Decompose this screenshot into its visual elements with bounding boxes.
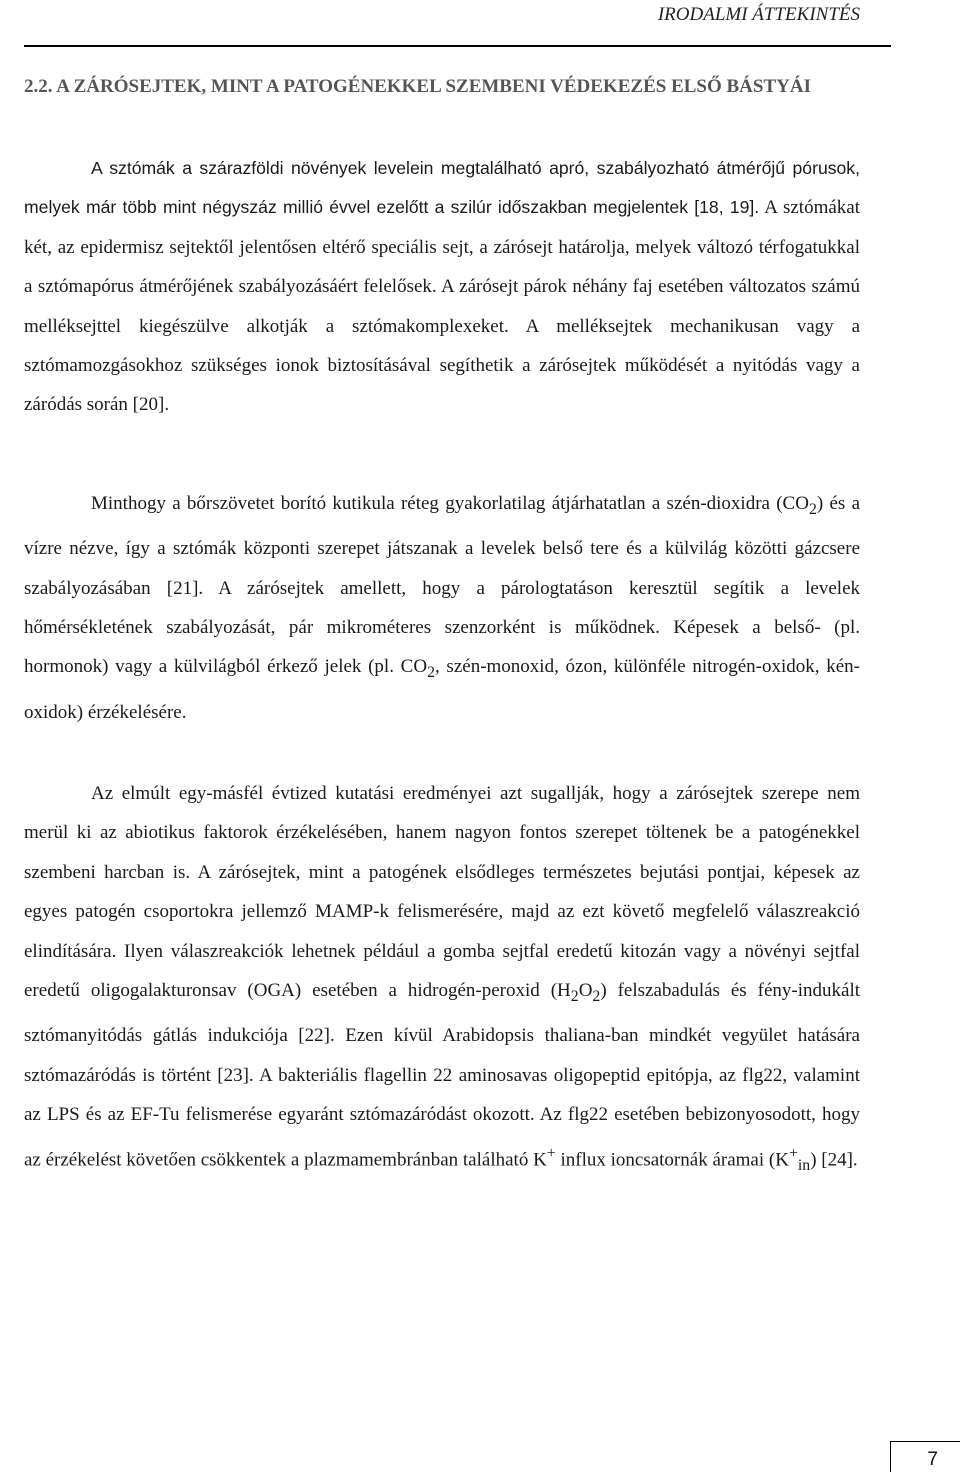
paragraph-1 bbox=[24, 149, 860, 425]
superscript: + bbox=[546, 1145, 556, 1163]
paragraph-3-text-a: Az elmúlt egy-másfél évtized kutatási eredményei azt sugallják, hogy a zárósejtek szerepe nem merül ki az abiotikus faktorok érzékelésében, hanem nagyon fontos szerepet töltenek be a patogénekkel szembeni harcban is. A zárósejtek, mint a patogének elsődleges természetes bejutási pontjai, képesek az egyes patogén csoportokra jellemző MAMP-k felismerésére, majd az ezt követő megfelelő válaszreakció elindítására. Ilyen válaszreakciók lehetnek például a gomba sejtfal eredetű kitozán vagy a növényi sejtfal eredetű oligogalakturonsav (OGA) esetében a hidrogén-peroxid (H bbox=[24, 783, 860, 1002]
page-number: 7 bbox=[927, 1449, 938, 1470]
subscript: 2 bbox=[570, 987, 579, 1005]
paragraph-2-text-b: ) és a vízre nézve, így a sztómák központi szerepet játszanak a levelek belső tere és a külvilág közötti gázcsere szabályozásában [21]. A zárósejtek amellett, hogy a párologtatáson keresztül segítik a levelek hőmérsékletének szabályozását, pár mikrométeres szenzorként is működnek. Képesek a belső- (pl. hormonok) vagy a külvilágból érkező jelek (pl. CO bbox=[24, 493, 860, 678]
subscript: 2 bbox=[592, 987, 601, 1005]
subscript: 2 bbox=[808, 500, 817, 518]
paragraph-3-text-d: influx ioncsatornák áramai (K bbox=[555, 1149, 789, 1171]
paragraph-2 bbox=[24, 484, 860, 732]
paragraph-1-text: A sztómákat két, az epidermisz sejtektől jelentősen eltérő speciális sejt, a zárósejt határolja, melyek változó térfogatukkal a sztómapórus átmérőjének szabályozásáért felelősek. A zárósejt párok néhány faj esetében változatos számú melléksejttel kiegészülve alkotják a sztómakomplexeket. A melléksejtek mechanikusan vagy a sztómamozgásokhoz szükséges ionok biztosításával segíthetik a zárósejtek működését a nyitódás vagy a záródás során [20]. bbox=[24, 197, 861, 416]
paragraph-2-text-c: , szén-monoxid, ózon, különféle nitrogén-oxidok, kén-oxidok) érzékelésére. bbox=[24, 656, 861, 723]
paragraph-2-text-a: Minthogy a bőrszövetet borító kutikula réteg gyakorlatilag átjárhatatlan a szén-dioxidra (CO bbox=[91, 493, 809, 514]
paragraph-3-text-c: ) felszabadulás és fény-indukált sztómanyitódás gátlás indukciója [22]. Ezen kívül Arabidopsis thaliana-ban mindkét vegyület hatására sztómazáródás is történt [23]. A bakteriális flagellin 22 aminosavas oligopeptid epitópja, az flg22, valamint az LPS és az EF-Tu felismerése egyaránt sztómazáródást okozott. Az flg22 esetében bebizonyosodott, hogy az érzékelést követően csökkentek a plazmamembránban található K bbox=[24, 980, 860, 1171]
header-rule bbox=[24, 45, 891, 47]
subscript: 2 bbox=[427, 664, 435, 682]
page-corner-frame bbox=[890, 1441, 960, 1472]
superscript: + bbox=[788, 1145, 798, 1163]
paragraph-1-sans-text: A sztómák a szárazföldi növények levelein megtalálható apró, szabályozható átmérőjű pórusok, melyek már több mint négyszáz millió évvel ezelőtt a szilúr időszakban megjelentek [18, 19]. bbox=[24, 158, 860, 218]
running-head: IRODALMI ÁTTEKINTÉS bbox=[657, 4, 860, 25]
paragraph-3-text-e: ) [24]. bbox=[810, 1149, 858, 1171]
paragraph-3-text-b: O bbox=[578, 980, 593, 1002]
subscript: in bbox=[797, 1157, 811, 1175]
paragraph-3 bbox=[24, 774, 860, 1186]
section-heading: 2.2. A ZÁRÓSEJTEK, MINT A PATOGÉNEKKEL SZEMBENI VÉDEKEZÉS ELSŐ BÁSTYÁI bbox=[24, 76, 811, 97]
